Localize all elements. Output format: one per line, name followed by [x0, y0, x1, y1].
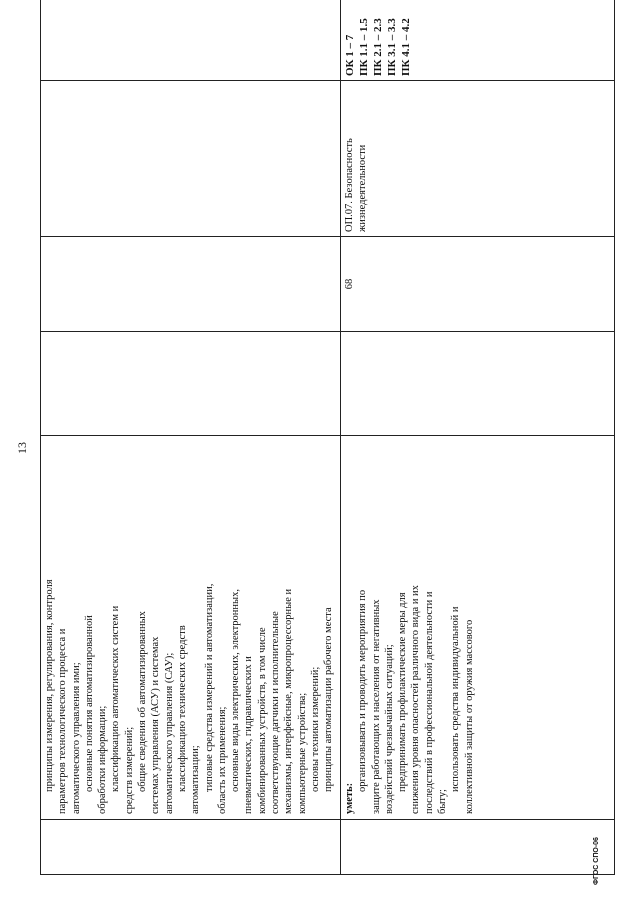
text-line: пневматических, гидравлических и	[243, 656, 255, 814]
text-line: организовывать и проводить мероприятия по	[357, 589, 369, 792]
competency-list	[343, 0, 413, 76]
cell-index-empty	[41, 820, 341, 875]
text-line: классификацию технических средств	[176, 625, 188, 792]
text-line: комбинированных устройств, в том числе	[256, 627, 268, 814]
text-line: основные понятия автоматизированной	[83, 615, 95, 792]
knowledge-list	[43, 440, 336, 814]
text-line: последствий в профессиональной деятельности и	[423, 591, 435, 814]
text-line: обработки информации;	[97, 705, 109, 814]
text-line: классификацию автоматических систем и	[110, 605, 122, 792]
skills-list	[356, 440, 476, 814]
page-number: 13	[15, 442, 29, 454]
discipline-name: ОП.07. Безопасность жизнедеятельности	[344, 138, 369, 232]
cell-empty	[41, 332, 341, 436]
footer-standard-code: ФГОС СПО-06	[593, 837, 600, 885]
text-line: компьютерные устройства;	[296, 692, 308, 814]
table-row	[341, 0, 615, 875]
competency-code: ПК 1.1 – 1.5	[358, 18, 370, 76]
competency-code: ПК 3.1 – 3.3	[386, 18, 398, 76]
text-line: принципы автоматизации рабочего места	[323, 607, 335, 792]
text-line: принципы измерения, регулирования, контроля	[44, 579, 55, 792]
text-line: автоматического управления (САУ);	[163, 652, 175, 814]
cell-index-empty	[341, 820, 615, 875]
text-line: снижения уровня опасностей различного вида и их	[410, 585, 422, 814]
competency-code: ОК 1 – 7	[344, 34, 356, 76]
cell-knowledge-list	[41, 436, 341, 820]
competency-code: ПК 2.1 – 2.3	[372, 18, 384, 76]
text-line: автоматизации;	[190, 745, 202, 814]
text-line: типовые средства измерений и автоматизации,	[203, 583, 215, 792]
cell-empty	[341, 332, 615, 436]
text-line: средств измерений;	[123, 726, 135, 814]
curriculum-table	[40, 0, 615, 875]
competency-code: ПК 4.1 – 4.2	[400, 18, 412, 76]
text-line: основы техники измерений;	[309, 666, 321, 792]
table-row	[41, 0, 341, 875]
cell-discipline-empty	[41, 81, 341, 237]
text-line: параметров технологического процесса и	[57, 628, 69, 814]
text-line: быту;	[437, 789, 449, 814]
text-line: использовать средства индивидуальной и	[450, 606, 462, 792]
skills-heading: уметь:	[344, 782, 355, 814]
cell-competencies	[341, 0, 615, 81]
cell-competencies-empty	[41, 0, 341, 81]
cell-hours	[341, 237, 615, 332]
text-line: воздействий чрезвычайных ситуаций;	[383, 644, 395, 814]
cell-skills-list	[341, 436, 615, 820]
text-line: коллективной защиты от оружия массового	[463, 619, 475, 814]
text-line: соответствующие датчики и исполнительные	[270, 611, 282, 814]
cell-hours-empty	[41, 237, 341, 332]
text-line: основные виды электрических, электронных,	[230, 589, 242, 792]
text-line: механизмы, интерфейсные, микропроцессорные и	[283, 588, 295, 814]
hours-value: 68	[344, 278, 355, 290]
text-line: предпринимать профилактические меры для	[397, 592, 409, 792]
text-line: системах управления (АСУ) и системах	[150, 636, 162, 814]
text-line: общие сведения об автоматизированных	[137, 611, 149, 792]
text-line: автоматического управления ими;	[70, 662, 82, 814]
text-line: область их применения;	[216, 706, 228, 814]
cell-discipline	[341, 81, 615, 237]
text-line: защите работающих и населения от негативных	[370, 599, 382, 814]
